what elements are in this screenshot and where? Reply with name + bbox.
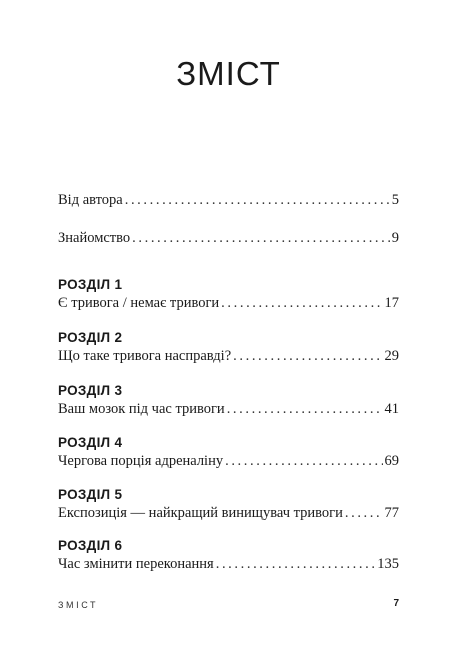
toc-entry-page: 77 [384,505,399,521]
toc-entry-chapter-5[interactable] [58,504,399,522]
toc-entry-label: Чергова порція адреналіну [58,453,224,469]
chapter-heading: РОЗДІЛ 1 [58,277,123,292]
toc-entry-author[interactable] [58,191,399,209]
page-title: ЗМІСТ [176,55,281,92]
dot-leader [216,555,376,573]
chapter-heading: РОЗДІЛ 6 [58,538,123,553]
toc-entry-page: 29 [384,348,399,364]
toc-entry-label: Ваш мозок під час тривоги [58,401,225,417]
toc-entry-page: 9 [391,230,399,246]
chapter-heading: РОЗДІЛ 2 [58,330,123,345]
toc-entry-label: Від автора [58,192,123,208]
toc-entry-label: Є тривога / немає тривоги [58,295,220,311]
chapter-heading: РОЗДІЛ 3 [58,383,123,398]
page-number: 7 [393,598,399,609]
toc-entry-label: Знайомство [58,230,131,246]
toc-entry-page: 69 [384,453,399,469]
toc-entry-chapter-1[interactable] [58,294,399,312]
toc-entry-chapter-2[interactable] [58,347,399,365]
running-head: ЗМІСТ [58,600,99,610]
toc-entry-label: Час змінити переконання [58,556,214,572]
dot-leader [345,504,383,522]
toc-entry-intro[interactable] [58,229,399,247]
toc-entry-page: 5 [391,192,399,208]
dot-leader [221,294,382,312]
toc-entry-page: 17 [384,295,399,311]
dot-leader [125,191,390,209]
toc-entry-page: 41 [384,401,399,417]
dot-leader [132,229,390,247]
dot-leader [225,452,382,470]
toc-entry-chapter-3[interactable] [58,400,399,418]
chapter-heading: РОЗДІЛ 4 [58,435,123,450]
toc-entry-label: Що таке тривога насправді? [58,348,232,364]
toc-entry-chapter-6[interactable] [58,555,399,573]
dot-leader [233,347,382,365]
toc-entry-label: Експозиція — найкращий винищувач тривоги [58,505,343,521]
toc-entry-chapter-4[interactable] [58,452,399,470]
chapter-heading: РОЗДІЛ 5 [58,487,123,502]
dot-leader [227,400,383,418]
toc-entry-page: 135 [377,556,399,572]
